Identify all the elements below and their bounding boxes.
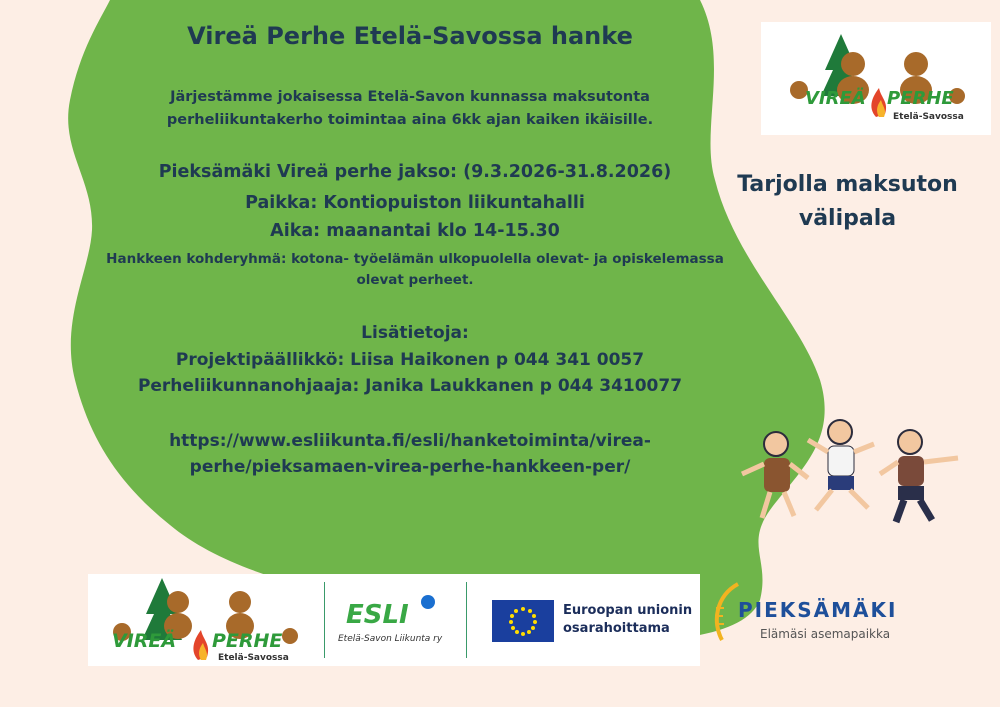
child-right (880, 430, 958, 522)
eu-line-2: osarahoittama (563, 621, 670, 636)
strip-divider-2 (466, 582, 467, 658)
esli-subtitle: Etelä-Savon Liikunta ry (338, 634, 443, 644)
target-line-1: Hankkeen kohderyhmä: kotona- työelämän ulkopuolella olevat- ja opiskelemassa (106, 251, 724, 267)
pieksamaki-logo-text: PIEKSÄMÄKI (738, 598, 898, 622)
target-group-text (60, 249, 770, 291)
target-line-2: olevat perheet. (356, 272, 474, 288)
eu-funding-text (563, 602, 692, 638)
snack-line-2: välipala (798, 206, 897, 231)
more-info-heading: Lisätietoja: (361, 323, 469, 343)
esli-dot-icon (418, 592, 438, 612)
time-text: Aika: maanantai klo 14-15.30 (270, 221, 560, 241)
flyer-title: Vireä Perhe Etelä-Savossa hanke (187, 22, 633, 50)
contact-instructor: Perheliikunnanohjaaja: Janika Laukkanen p 044 3410077 (137, 376, 683, 396)
children-illustration (728, 418, 968, 530)
intro-text (120, 86, 700, 132)
strip-divider-1 (324, 582, 325, 658)
child-middle (808, 420, 874, 510)
virea-perhe-logo-top (761, 22, 991, 135)
partner-logo-strip (88, 574, 700, 666)
pieksamaki-slogan: Elämäsi asemapaikka (760, 627, 891, 641)
virea-word-2: PERHE (887, 88, 954, 109)
child-left (742, 432, 808, 518)
url-line-1[interactable]: https://www.esliikunta.fi/esli/hanketoiminta/virea- (169, 431, 651, 451)
free-snack-text (715, 168, 980, 236)
intro-line-2: perheliikuntakerho toimintaa aina 6kk ajan kaiken ikäisille. (166, 112, 654, 128)
campfire-icon (871, 88, 886, 117)
snack-line-1: Tarjolla maksuton (737, 172, 958, 197)
period-text: Pieksämäki Vireä perhe jakso: (9.3.2026-31.8.2026) (158, 162, 672, 182)
campfire-icon (193, 630, 208, 660)
eu-flag-icon (492, 600, 554, 642)
place-text: Paikka: Kontiopuiston liikuntahalli (245, 193, 585, 213)
info-link[interactable] (120, 428, 700, 480)
contact-project-manager: Projektipäällikkö: Liisa Haikonen p 044 341 0057 (175, 350, 645, 370)
esli-logo-text: ESLI (346, 600, 409, 630)
virea-bottom-word-1: VIREÄ (112, 630, 177, 652)
virea-bottom-subtitle: Etelä-Savossa (218, 653, 289, 663)
intro-line-1: Järjestämme jokaisessa Etelä-Savon kunnassa maksutonta (170, 89, 650, 105)
virea-word-1: VIREÄ (805, 88, 866, 109)
virea-bottom-word-2: PERHE (212, 630, 283, 652)
virea-subtitle: Etelä-Savossa (893, 112, 964, 122)
eu-line-1: Euroopan unionin (563, 603, 693, 618)
url-line-2[interactable]: perhe/pieksamaen-virea-perhe-hankkeen-per/ (189, 457, 631, 477)
